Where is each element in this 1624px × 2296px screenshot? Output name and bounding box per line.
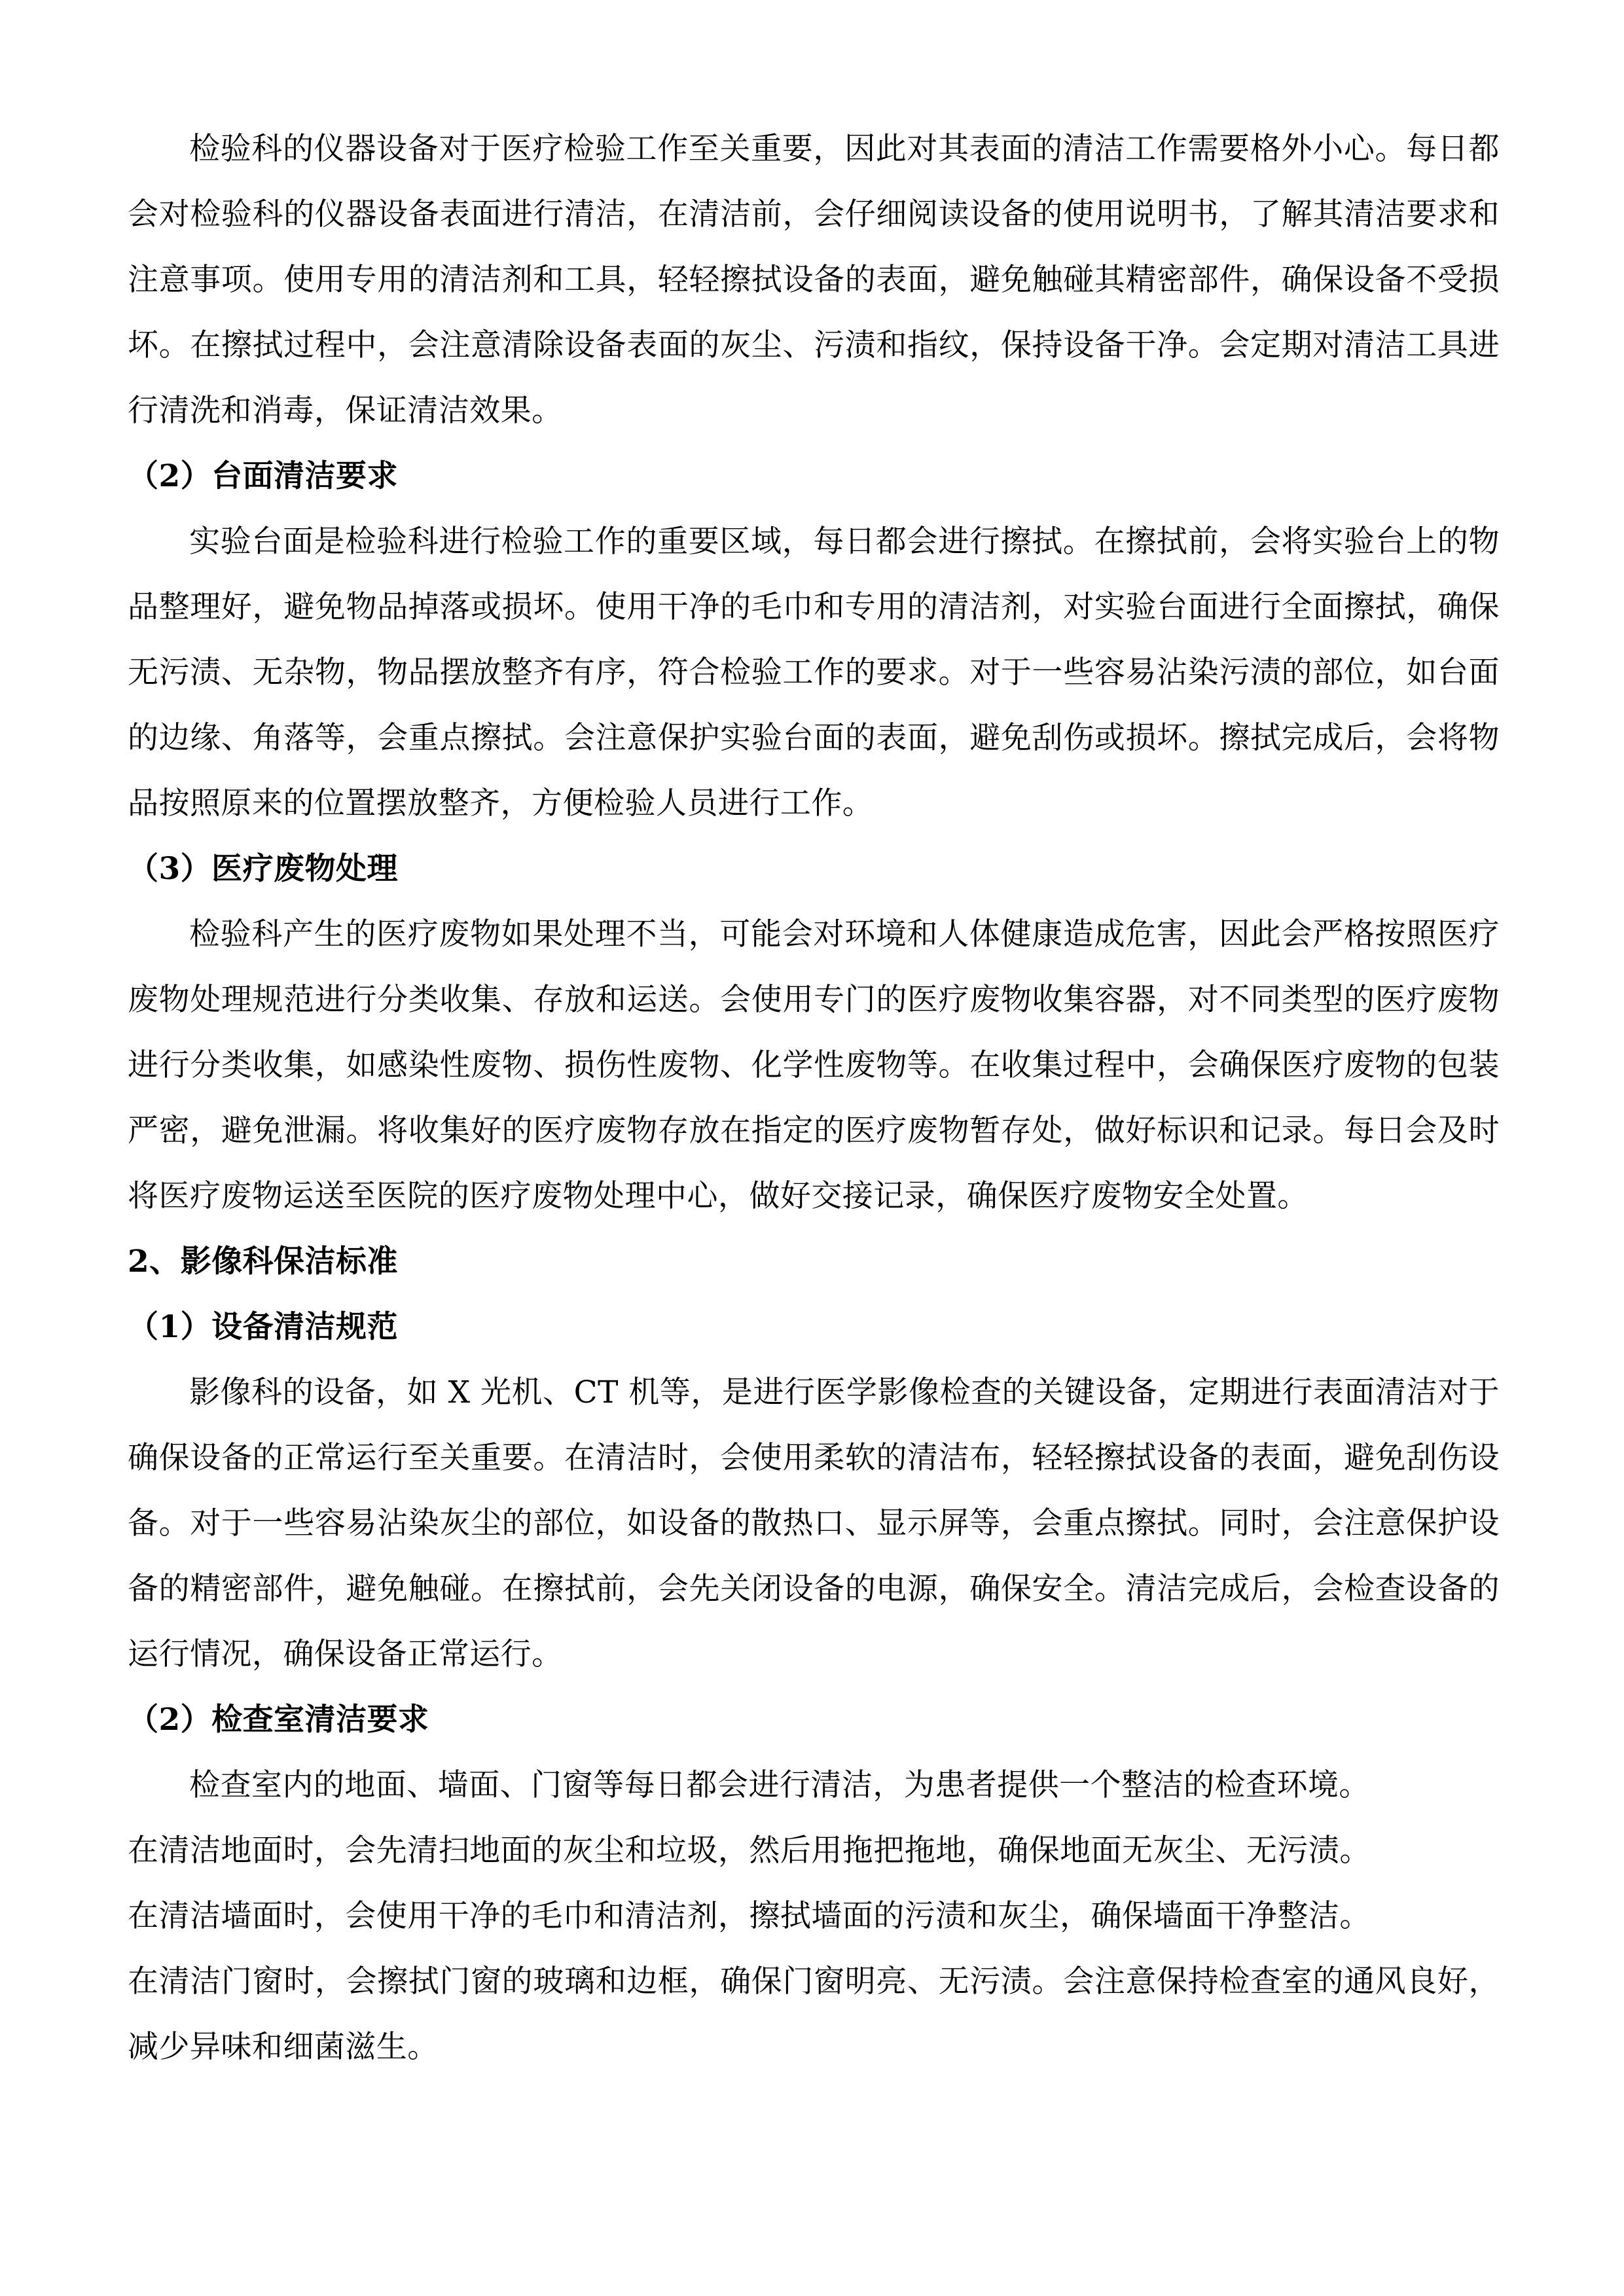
- paragraph-exam-room-floor: 在清洁地面时，会先清扫地面的灰尘和垃圾，然后用拖把拖地，确保地面无灰尘、无污渍。: [128, 1833, 1371, 1869]
- heading-medical-waste-handling: （3）医疗废物处理: [128, 851, 398, 887]
- paragraph-exam-room-walls: 在清洁墙面时，会使用干净的毛巾和清洁剂，擦拭墙面的污渍和灰尘，确保墙面干净整洁。: [128, 1898, 1371, 1934]
- document-body: [128, 117, 1500, 2080]
- paragraph-exam-room-intro: 检查室内的地面、墙面、门窗等每日都会进行清洁，为患者提供一个整洁的检查环境。: [189, 1767, 1370, 1803]
- paragraph-equipment-surface-cleaning: 检验科的仪器设备对于医疗检验工作至关重要，因此对其表面的清洁工作需要格外小心。每日都会对检验科的仪器设备表面进行清洁，在清洁前，会仔细阅读设备的使用说明书，了解其清洁要求和注意事项。使用专用的清洁剂和工具，轻轻擦拭设备的表面，避免触碰其精密部件，确保设备不受损坏。在擦拭过程中，会注意清除设备表面的灰尘、污渍和指纹，保持设备干净。会定期对清洁工具进行清洗和消毒，保证清洁效果。: [128, 131, 1500, 429]
- heading-equipment-cleaning-norms: （1）设备清洁规范: [128, 1309, 398, 1345]
- paragraph-imaging-equipment-cleaning: 影像科的设备，如 X 光机、CT 机等，是进行医学影像检查的关键设备，定期进行表面清洁对于确保设备的正常运行至关重要。在清洁时，会使用柔软的清洁布，轻轻擦拭设备的表面，避免刮伤设备。对于一些容易沾染灰尘的部位，如设备的散热口、显示屏等，会重点擦拭。同时，会注意保护设备的精密部件，避免触碰。在擦拭前，会先关闭设备的电源，确保安全。清洁完成后，会检查设备的运行情况，确保设备正常运行。: [128, 1374, 1500, 1672]
- paragraph-medical-waste-handling: 检验科产生的医疗废物如果处理不当，可能会对环境和人体健康造成危害，因此会严格按照医疗废物处理规范进行分类收集、存放和运送。会使用专门的医疗废物收集容器，对不同类型的医疗废物进行分类收集，如感染性废物、损伤性废物、化学性废物等。在收集过程中，会确保医疗废物的包装严密，避免泄漏。将收集好的医疗废物存放在指定的医疗废物暂存处，做好标识和记录。每日会及时将医疗废物运送至医院的医疗废物处理中心，做好交接记录，确保医疗废物安全处置。: [128, 916, 1500, 1214]
- paragraph-exam-room-doors-windows: 在清洁门窗时，会擦拭门窗的玻璃和边框，确保门窗明亮、无污渍。会注意保持检查室的通风良好，减少异味和细菌滋生。: [128, 1964, 1500, 2065]
- heading-countertop-cleaning-requirements: （2）台面清洁要求: [128, 458, 398, 494]
- heading-imaging-department-standards: 2、影像科保洁标准: [128, 1244, 398, 1280]
- heading-exam-room-cleaning-requirements: （2）检查室清洁要求: [128, 1702, 429, 1738]
- paragraph-countertop-cleaning: 实验台面是检验科进行检验工作的重要区域，每日都会进行擦拭。在擦拭前，会将实验台上的物品整理好，避免物品掉落或损坏。使用干净的毛巾和专用的清洁剂，对实验台面进行全面擦拭，确保无污渍、无杂物，物品摆放整齐有序，符合检验工作的要求。对于一些容易沾染污渍的部位，如台面的边缘、角落等，会重点擦拭。会注意保护实验台面的表面，避免刮伤或损坏。擦拭完成后，会将物品按照原来的位置摆放整齐，方便检验人员进行工作。: [128, 524, 1500, 821]
